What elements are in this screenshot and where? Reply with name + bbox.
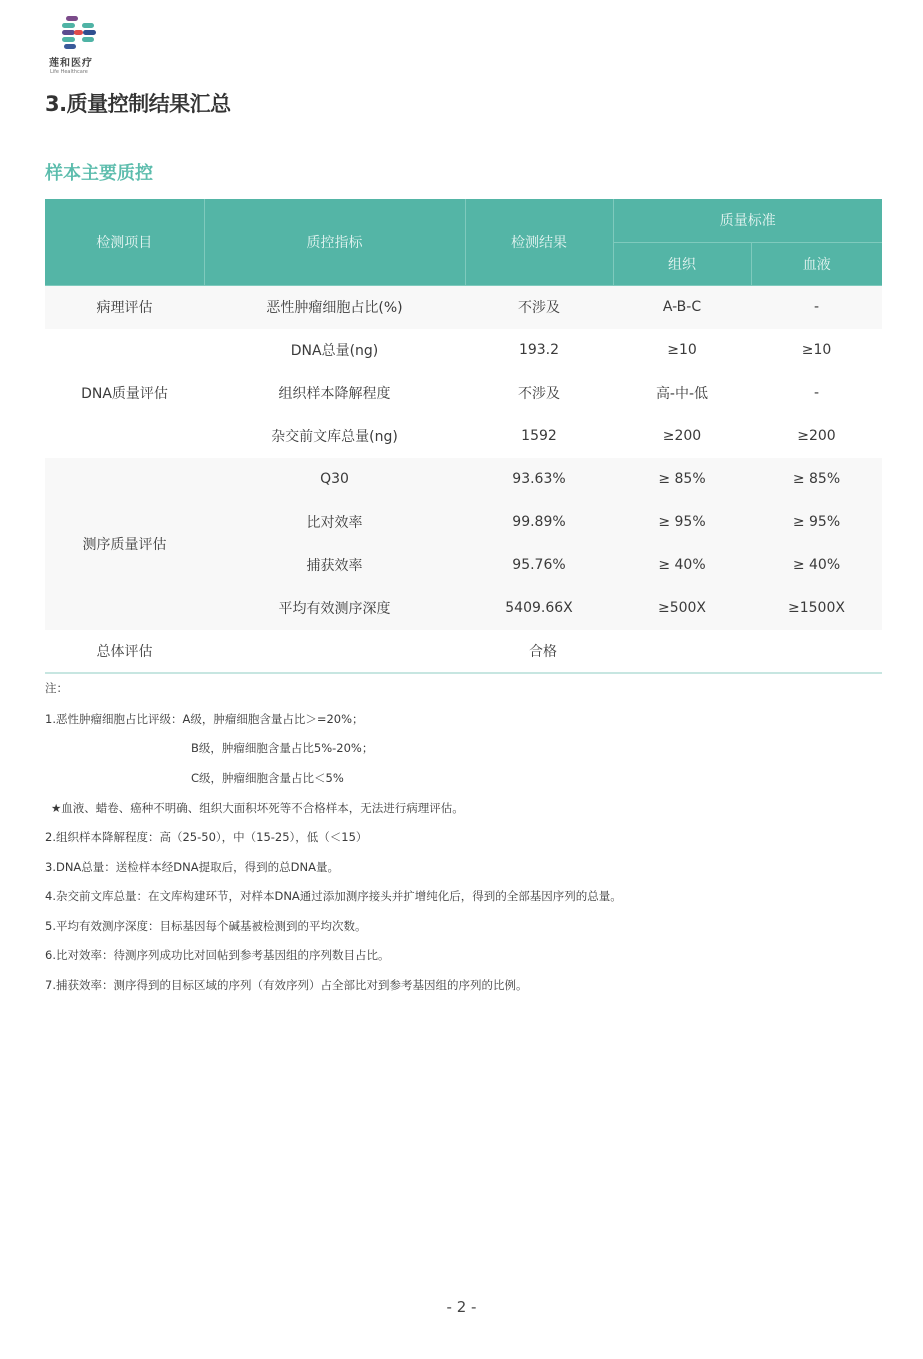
indicator-cell: 组织样本降解程度 — [204, 372, 465, 415]
tissue-standard-cell: ≥10 — [613, 329, 751, 372]
result-cell: 95.76% — [465, 544, 613, 587]
result-cell: 93.63% — [465, 458, 613, 501]
result-cell: 不涉及 — [465, 372, 613, 415]
table-row — [45, 285, 882, 329]
summary-row — [45, 630, 882, 673]
page-number: - 2 - — [446, 1298, 477, 1316]
note-line: 6.比对效率：待测序列成功比对回帖到参考基因组的序列数目占比。 — [45, 948, 390, 962]
tissue-standard-cell: ≥200 — [613, 415, 751, 458]
logo-name-en: Life Healthcare — [50, 69, 88, 75]
note-line: 4.杂交前文库总量：在文库构建环节，对样本DNA通过添加测序接头并扩增纯化后，得到的全部基因序列的总量。 — [45, 889, 622, 903]
result-cell: 5409.66X — [465, 587, 613, 630]
blood-standard-cell: - — [751, 285, 882, 329]
indicator-cell: 平均有效测序深度 — [204, 587, 465, 630]
indicator-cell: 捕获效率 — [204, 544, 465, 587]
blood-standard-cell: ≥ 95% — [751, 501, 882, 544]
group-item: DNA质量评估 — [45, 329, 204, 458]
tissue-standard-cell: 高-中-低 — [613, 372, 751, 415]
note-line: C级，肿瘤细胞含量占比＜5% — [191, 771, 344, 785]
quality-control-table — [45, 199, 882, 674]
blood-standard-cell: ≥ 40% — [751, 544, 882, 587]
summary-label: 总体评估 — [45, 630, 204, 673]
header-standard: 质量标准 — [613, 199, 882, 242]
page-title: 3.质量控制结果汇总 — [45, 92, 231, 116]
tissue-standard-cell: ≥ 85% — [613, 458, 751, 501]
table-row — [45, 458, 882, 501]
indicator-cell: 恶性肿瘤细胞占比(%) — [204, 285, 465, 329]
header-result: 检测结果 — [465, 199, 613, 285]
blood-standard-cell: ≥1500X — [751, 587, 882, 630]
header-tissue: 组织 — [613, 242, 751, 285]
indicator-cell: 杂交前文库总量(ng) — [204, 415, 465, 458]
note-line: 7.捕获效率：测序得到的目标区域的序列（有效序列）占全部比对到参考基因组的序列的比例。 — [45, 978, 528, 992]
logo-name-cn: 莲和医疗 — [49, 58, 93, 69]
tissue-standard-cell: ≥ 40% — [613, 544, 751, 587]
header-item: 检测项目 — [45, 199, 204, 285]
header-blood: 血液 — [751, 242, 882, 285]
indicator-cell: 比对效率 — [204, 501, 465, 544]
summary-value: 合格 — [204, 630, 882, 673]
tissue-standard-cell: A-B-C — [613, 285, 751, 329]
group-item: 测序质量评估 — [45, 458, 204, 630]
indicator-cell: Q30 — [204, 458, 465, 501]
indicator-cell: DNA总量(ng) — [204, 329, 465, 372]
logo-mark-icon — [56, 14, 102, 54]
table-row — [45, 329, 882, 372]
company-logo — [48, 14, 118, 78]
tissue-standard-cell: ≥ 95% — [613, 501, 751, 544]
result-cell: 193.2 — [465, 329, 613, 372]
header-indicator: 质控指标 — [204, 199, 465, 285]
note-line: 2.组织样本降解程度：高（25-50），中（15-25），低（＜15） — [45, 830, 368, 844]
note-line: ★血液、蜡卷、癌种不明确、组织大面积坏死等不合格样本，无法进行病理评估。 — [51, 801, 464, 815]
note-line: 3.DNA总量：送检样本经DNA提取后，得到的总DNA量。 — [45, 860, 339, 874]
blood-standard-cell: - — [751, 372, 882, 415]
tissue-standard-cell: ≥500X — [613, 587, 751, 630]
blood-standard-cell: ≥200 — [751, 415, 882, 458]
result-cell: 1592 — [465, 415, 613, 458]
notes-heading: 注： — [45, 681, 68, 695]
note-line: 5.平均有效测序深度：目标基因每个碱基被检测到的平均次数。 — [45, 919, 367, 933]
note-line: B级，肿瘤细胞含量占比5%-20%； — [191, 741, 374, 755]
result-cell: 不涉及 — [465, 285, 613, 329]
blood-standard-cell: ≥ 85% — [751, 458, 882, 501]
note-line: 1.恶性肿瘤细胞占比评级：A级，肿瘤细胞含量占比＞=20%； — [45, 712, 364, 726]
result-cell: 99.89% — [465, 501, 613, 544]
group-item: 病理评估 — [45, 285, 204, 329]
section-title: 样本主要质控 — [45, 163, 153, 184]
blood-standard-cell: ≥10 — [751, 329, 882, 372]
